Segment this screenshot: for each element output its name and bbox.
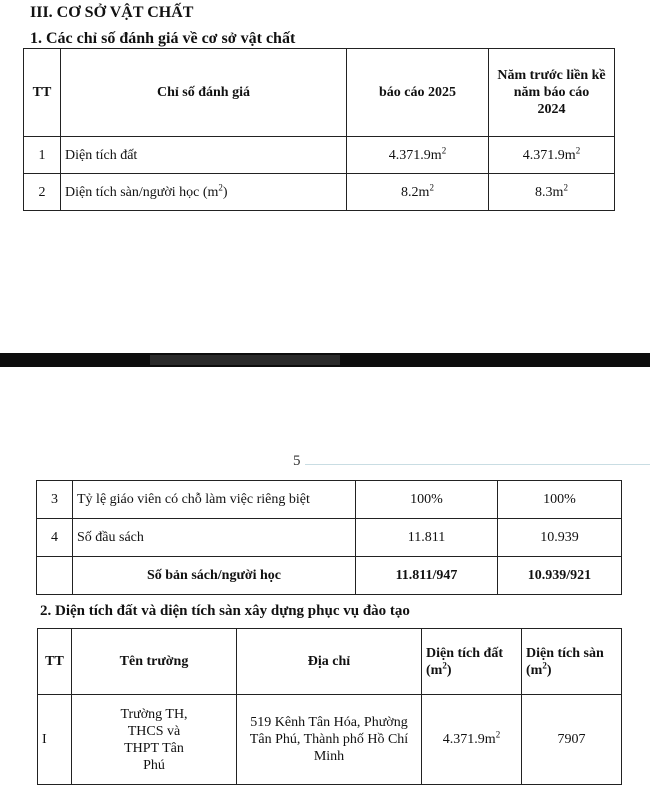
header-school-name: Tên trường [72,629,237,695]
value-text: 8.3m [535,184,564,200]
row-land-area [422,695,522,785]
header-previous-year [489,49,615,137]
school-line: Trường TH, [120,706,188,722]
superscript: 2 [218,181,223,192]
row-tt: 3 [37,481,73,519]
header-previous-line1: Năm trước liền kề [497,68,606,83]
facility-indicators-table [23,48,615,211]
row-previous-value: 10.939/921 [498,557,622,595]
section-title: III. CƠ SỞ VẬT CHẤT [30,4,194,21]
unit-open: (m [426,662,443,678]
superscript: 2 [442,659,447,670]
scan-band-highlight [150,355,340,365]
row-label: Số đầu sách [73,519,356,557]
row-previous-value: 100% [498,481,622,519]
page-number: 5 [293,453,301,469]
page-header-line [305,464,650,465]
row-tt: 4 [37,519,73,557]
value-text: 4.371.9m [522,147,576,163]
header-floor-line2 [526,659,617,679]
header-indicator: Chỉ số đánh giá [61,49,347,137]
row-floor-area: 7907 [522,695,622,785]
header-floor-line1: Diện tích sàn [526,645,604,661]
row-school-name [72,695,237,785]
header-report-year: báo cáo 2025 [347,49,489,137]
row-report-value: 11.811 [356,519,498,557]
unit-open: (m [526,662,543,678]
header-land-line2 [426,659,517,679]
unit-close: ) [546,662,552,678]
header-land-line1: Diện tích đất [426,645,503,661]
header-previous-line3: 2024 [537,102,566,117]
row-label: Tỷ lệ giáo viên có chỗ làm việc riêng biệt [73,481,356,519]
row-tt: I [38,695,72,785]
table-row [24,137,615,174]
table-row [37,519,622,557]
row-label [61,174,347,211]
land-floor-area-table [37,628,622,785]
header-tt: TT [38,629,72,695]
school-line: Phú [143,757,165,773]
address-line: 519 Kênh Tân Hóa, Phường [250,715,408,730]
header-tt: TT [24,49,61,137]
superscript: 2 [429,181,434,192]
table-header-row [24,49,615,137]
row-tt [37,557,73,595]
superscript: 2 [495,729,501,740]
row-tt: 1 [24,137,61,174]
address-line: Tân Phú, Thành phố Hồ Chí [249,732,409,747]
row-tt: 2 [24,174,61,211]
row-label: Diện tích đất [61,137,347,174]
unit-close: ) [446,662,452,678]
row-report-value [347,137,489,174]
table-header-row [38,629,622,695]
row-address [237,695,422,785]
header-address: Địa chỉ [237,629,422,695]
superscript: 2 [575,144,581,155]
table-row [24,174,615,211]
value-text: 8.2m [401,184,430,200]
subsection-1-title: 1. Các chỉ số đánh giá về cơ sở vật chất [30,30,296,47]
table-row [38,695,622,785]
row-previous-value [489,137,615,174]
subsection-2-title: 2. Diện tích đất và diện tích sàn xây dựng phục vụ đào tạo [40,603,410,619]
label-end: ) [222,184,228,200]
header-floor-area [522,629,622,695]
row-previous-value [489,174,615,211]
school-line: THCS và [127,723,181,739]
facility-indicators-table-continued [36,480,622,595]
table-row-summary [37,557,622,595]
row-report-value: 100% [356,481,498,519]
superscript: 2 [542,659,547,670]
value-text: 4.371.9m [388,147,442,163]
header-land-area [422,629,522,695]
superscript: 2 [441,144,447,155]
row-report-value [347,174,489,211]
value-text: 4.371.9m [442,732,496,747]
table-row [37,481,622,519]
address-line: Minh [313,749,345,764]
header-previous-line2: năm báo cáo [513,85,590,100]
row-previous-value: 10.939 [498,519,622,557]
superscript: 2 [563,181,568,192]
label-text: Diện tích sàn/người học (m [65,184,219,200]
school-line: THPT Tân [124,740,184,756]
row-label: Số bản sách/người học [73,557,356,595]
row-report-value: 11.811/947 [356,557,498,595]
